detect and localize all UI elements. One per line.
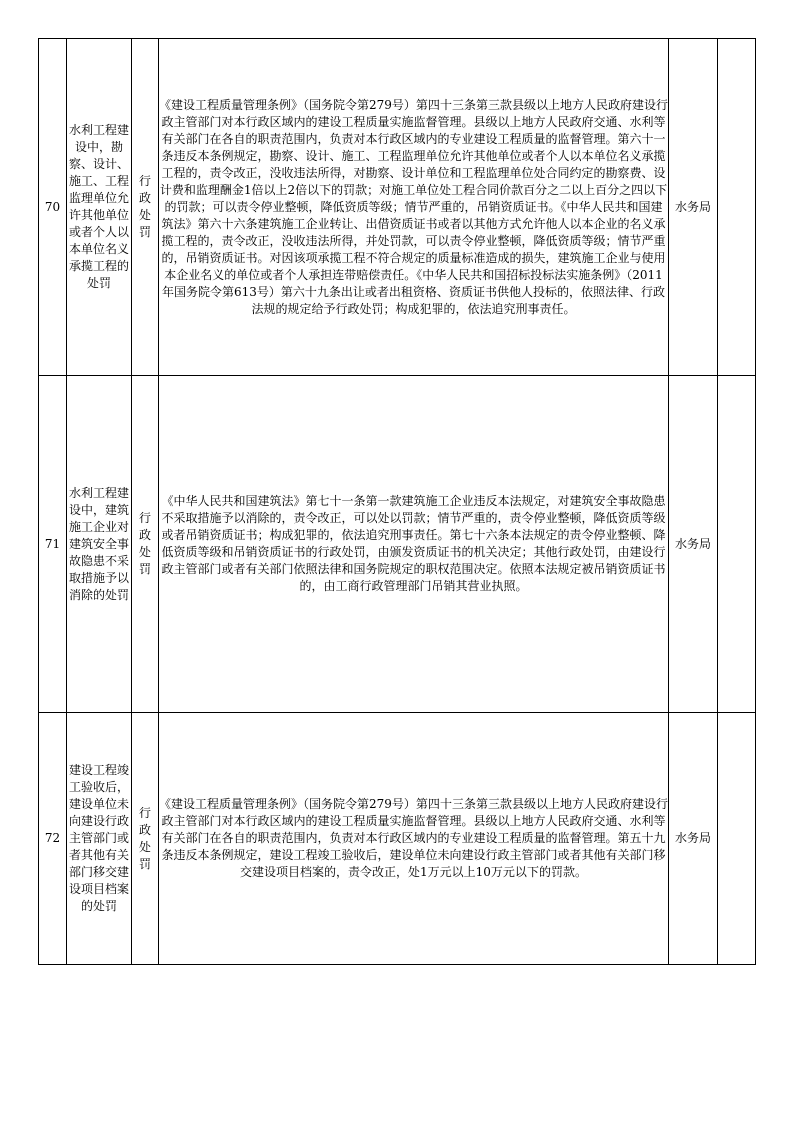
row-number: 71 <box>39 376 67 713</box>
legal-basis: 《中华人民共和国建筑法》第七十一条第一款建筑施工企业违反本法规定，对建筑安全事故隐患不采取措施予以消除的，责令改正，可以处以罚款；情节严重的，责令停业整顿，降低资质等级或者吊销资质证书；构成犯罪的，依法追究刑事责任。第七十六条本法规定的责令停业整顿、降低资质等级和吊销资质证书的行政处罚，由颁发资质证书的机关决定；其他行政处罚，由建设行政主管部门或者有关部门依照法律和国务院规定的职权范围决定。依照本法规定被吊销资质证书的，由工商行政管理部门吊销其营业执照。 <box>159 376 669 713</box>
item-name: 建设工程竣工验收后，建设单位未向建设行政主管部门或者其他有关部门移交建设项目档案的处罚 <box>67 713 132 965</box>
item-name: 水利工程建设中，勘察、设计、施工、工程监理单位允许其他单位或者个人以本单位名义承揽工程的处罚 <box>67 39 132 376</box>
remarks <box>718 39 756 376</box>
department: 水务局 <box>669 713 718 965</box>
penalty-table <box>38 38 756 965</box>
item-name: 水利工程建设中，建筑施工企业对建筑安全事故隐患不采取措施予以消除的处罚 <box>67 376 132 713</box>
penalty-category <box>132 376 159 713</box>
penalty-category <box>132 713 159 965</box>
legal-basis: 《建设工程质量管理条例》（国务院令第279号）第四十三条第三款县级以上地方人民政府建设行政主管部门对本行政区域内的建设工程质量实施监督管理。县级以上地方人民政府交通、水利等有关部门在各自的职责范围内，负责对本行政区域内的专业建设工程质量的监督管理。第六十一条违反本条例规定，勘察、设计、施工、工程监理单位允许其他单位或者个人以本单位名义承揽工程的，责令改正，没收违法所得，对勘察、设计单位和工程监理单位处合同约定的勘察费、设计费和监理酬金1倍以上2倍以下的罚款；对施工单位处工程合同价款百分之二以上百分之四以下的罚款；可以责令停业整顿，降低资质等级；情节严重的，吊销资质证书。《中华人民共和国建筑法》第六十六条建筑施工企业转让、出借资质证书或者以其他方式允许他人以本企业的名义承揽工程的，责令改正，没收违法所得，并处罚款，可以责令停业整顿，降低资质等级；情节严重的，吊销资质证书。对因该项承揽工程不符合规定的质量标准造成的损失，建筑施工企业与使用本企业名义的单位或者个人承担连带赔偿责任。《中华人民共和国招标投标法实施条例》（2011年国务院令第613号）第六十九条出让或者出租资格、资质证书供他人投标的，依照法律、行政法规的规定给予行政处罚；构成犯罪的，依法追究刑事责任。 <box>159 39 669 376</box>
penalty-category <box>132 39 159 376</box>
row-number: 72 <box>39 713 67 965</box>
legal-basis: 《建设工程质量管理条例》（国务院令第279号）第四十三条第三款县级以上地方人民政府建设行政主管部门对本行政区域内的建设工程质量实施监督管理。县级以上地方人民政府交通、水利等有关部门在各自的职责范围内，负责对本行政区域内的专业建设工程质量的监督管理。第五十九条违反本条例规定，建设工程竣工验收后，建设单位未向建设行政主管部门或者其他有关部门移交建设项目档案的，责令改正，处1万元以上10万元以下的罚款。 <box>159 713 669 965</box>
table-row <box>39 39 756 376</box>
department: 水务局 <box>669 376 718 713</box>
remarks <box>718 376 756 713</box>
penalty-category-text: 行政处罚 <box>139 805 152 871</box>
table-row <box>39 376 756 713</box>
penalty-category-text: 行政处罚 <box>139 511 152 576</box>
table-row <box>39 713 756 965</box>
department: 水务局 <box>669 39 718 376</box>
row-number: 70 <box>39 39 67 376</box>
penalty-category-text: 行政处罚 <box>139 174 152 239</box>
remarks <box>718 713 756 965</box>
